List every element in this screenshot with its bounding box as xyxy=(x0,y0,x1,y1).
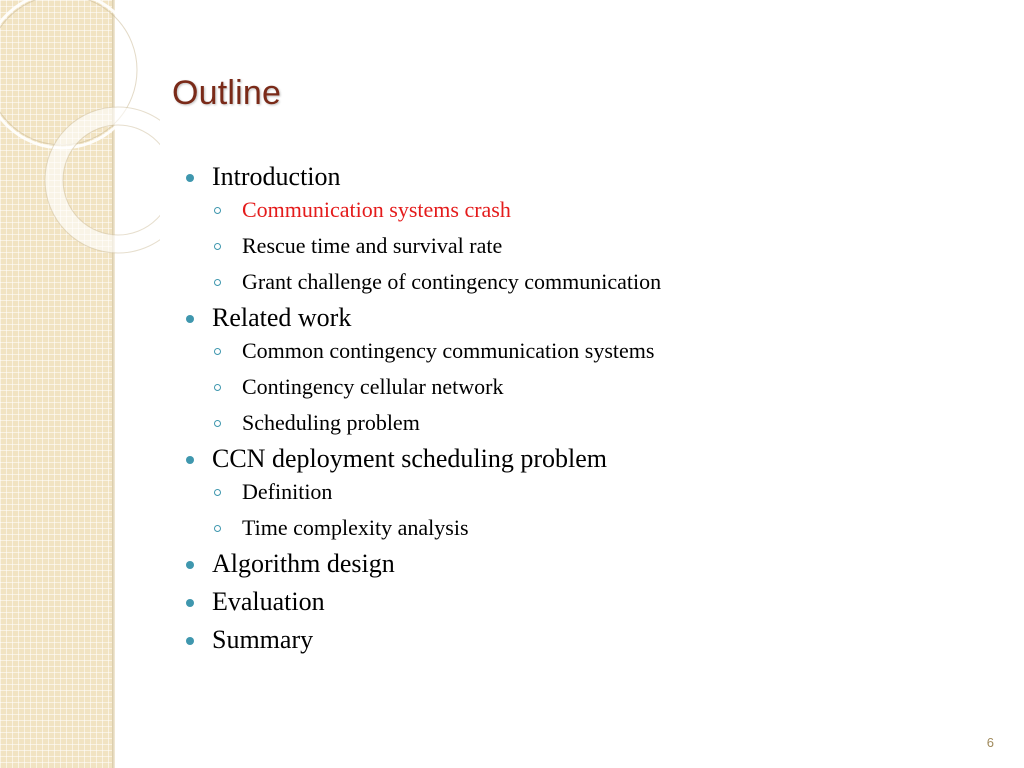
bullet-icon xyxy=(186,561,194,569)
sub-item xyxy=(212,338,661,364)
outline-item-label: Related work xyxy=(212,303,352,332)
outline-item xyxy=(186,549,661,579)
sub-item-label: Time complexity analysis xyxy=(242,515,469,540)
hollow-bullet-icon xyxy=(214,279,221,286)
bullet-icon xyxy=(186,174,194,182)
sub-item-label: Grant challenge of contingency communication xyxy=(242,269,662,294)
outline-item xyxy=(186,587,661,617)
outline-item-label: Summary xyxy=(212,625,314,654)
sub-item-label: Definition xyxy=(242,479,333,504)
sub-item-label: Rescue time and survival rate xyxy=(242,233,503,258)
sub-item xyxy=(212,515,661,541)
outline-item xyxy=(186,162,661,295)
hollow-bullet-icon xyxy=(214,525,221,532)
sub-item xyxy=(212,410,661,436)
bullet-icon xyxy=(186,599,194,607)
sub-item xyxy=(212,374,661,400)
outline-item-label: Evaluation xyxy=(212,587,325,616)
bullet-icon xyxy=(186,315,194,323)
sub-item-label: Scheduling problem xyxy=(242,410,420,435)
outline-item-label: Algorithm design xyxy=(212,549,395,578)
bullet-icon xyxy=(186,637,194,645)
sub-item xyxy=(212,269,661,295)
hollow-bullet-icon xyxy=(214,489,221,496)
outline-item xyxy=(186,444,661,541)
sub-list xyxy=(212,197,661,295)
sub-item xyxy=(212,479,661,505)
page-number: 6 xyxy=(986,735,994,750)
outline-item-label: Introduction xyxy=(212,162,341,191)
hollow-bullet-icon xyxy=(214,207,221,214)
hollow-bullet-icon xyxy=(214,384,221,391)
sub-item xyxy=(212,197,661,223)
sub-list xyxy=(212,338,661,436)
sub-item-label: Common contingency communication systems xyxy=(242,338,655,363)
sub-item xyxy=(212,233,661,259)
sub-item-label: Communication systems crash xyxy=(242,197,511,222)
decorative-rings-icon xyxy=(0,0,160,260)
outline-list xyxy=(186,162,661,655)
sub-list xyxy=(212,479,661,541)
outline-item xyxy=(186,303,661,436)
sub-item-label: Contingency cellular network xyxy=(242,374,504,399)
bullet-icon xyxy=(186,456,194,464)
outline-item-label: CCN deployment scheduling problem xyxy=(212,444,608,473)
slide-title: Outline xyxy=(172,74,282,112)
hollow-bullet-icon xyxy=(214,348,221,355)
outline-item xyxy=(186,625,661,655)
hollow-bullet-icon xyxy=(214,243,221,250)
hollow-bullet-icon xyxy=(214,420,221,427)
